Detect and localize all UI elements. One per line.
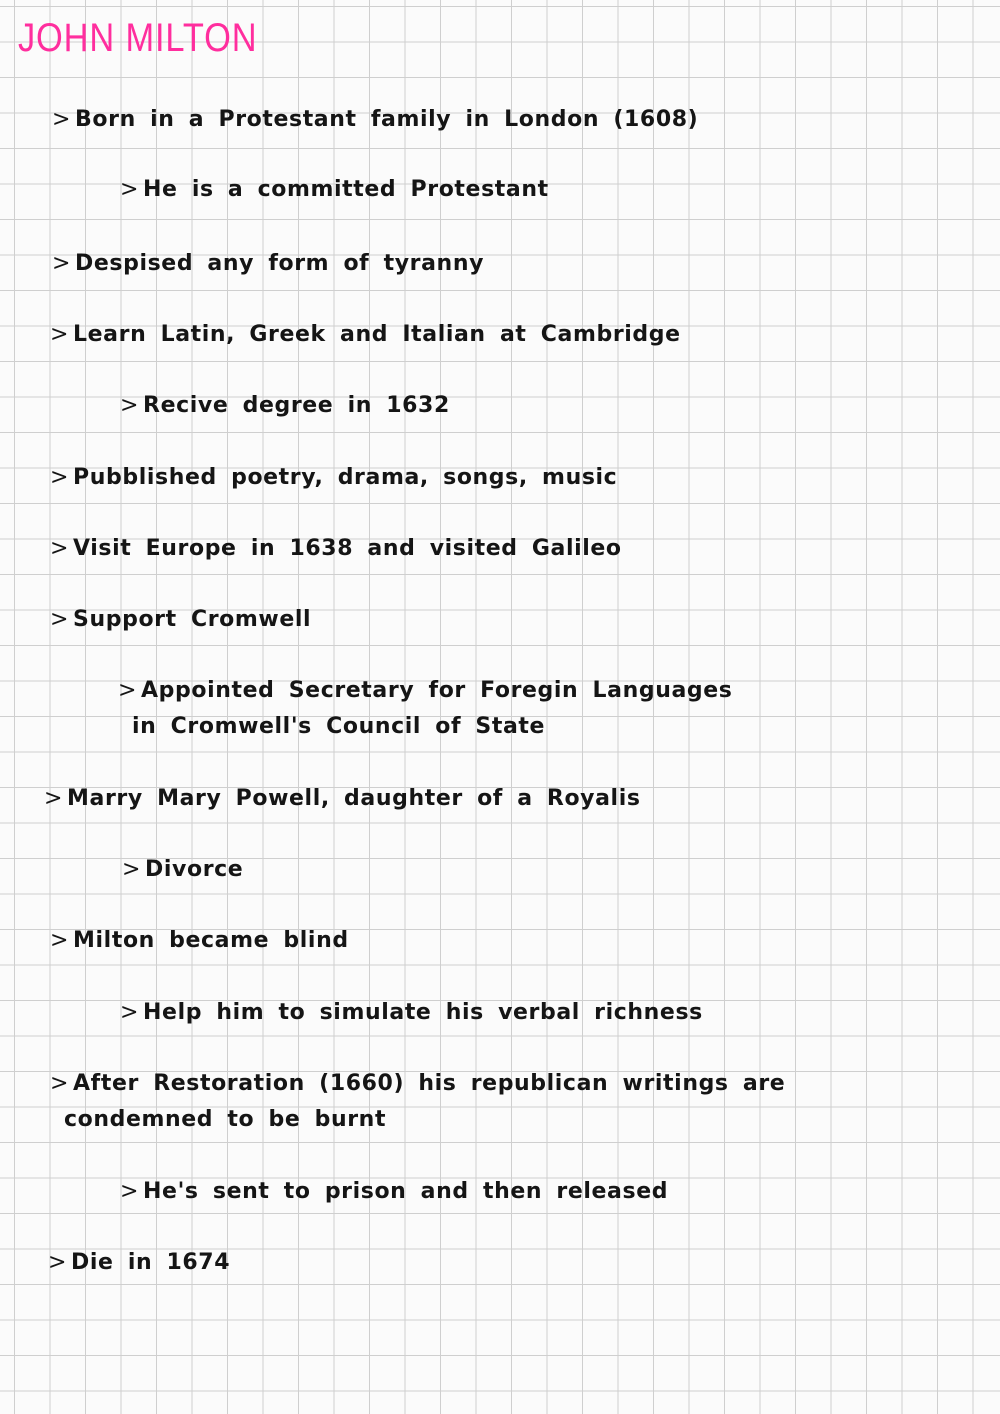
note-text: Milton became blind <box>73 928 349 953</box>
bullet-marker: > <box>120 1179 140 1204</box>
bullet-marker: > <box>50 1071 70 1096</box>
note-text-continued: condemned to be burnt <box>64 1107 387 1132</box>
bullet-marker: > <box>118 678 138 703</box>
note-marry <box>44 781 641 817</box>
note-appointed-secretary <box>118 673 733 745</box>
note-text: Pubblished poetry, drama, songs, music <box>73 465 618 490</box>
note-text: He's sent to prison and then released <box>143 1179 669 1204</box>
page-title: JOHN MILTON <box>18 16 258 60</box>
note-text: Help him to simulate his verbal richness <box>143 1000 703 1025</box>
bullet-marker: > <box>50 465 70 490</box>
bullet-marker: > <box>50 322 70 347</box>
bullet-marker: > <box>50 536 70 561</box>
note-prison <box>120 1174 668 1210</box>
bullet-marker: > <box>120 393 140 418</box>
bullet-marker: > <box>44 786 64 811</box>
bullet-marker: > <box>122 857 142 882</box>
bullet-marker: > <box>52 107 72 132</box>
note-committed-protestant <box>120 172 549 208</box>
note-languages-cambridge <box>50 317 681 353</box>
note-text: Divorce <box>145 857 244 882</box>
bullet-marker: > <box>48 1250 68 1275</box>
bullet-marker: > <box>52 251 72 276</box>
note-text: Marry Mary Powell, daughter of a Royalis <box>67 786 641 811</box>
note-text: Appointed Secretary for Foregin Languages <box>141 678 733 703</box>
note-text: Despised any form of tyranny <box>75 251 485 276</box>
bullet-marker: > <box>120 1000 140 1025</box>
note-text: After Restoration (1660) his republican writings are <box>73 1071 786 1096</box>
note-text: Born in a Protestant family in London (1608) <box>75 107 699 132</box>
note-text: Visit Europe in 1638 and visited Galileo <box>73 536 622 561</box>
note-visit-europe <box>50 531 622 567</box>
note-text: Die in 1674 <box>71 1250 231 1275</box>
note-support-cromwell <box>50 602 311 638</box>
note-restoration <box>50 1066 785 1138</box>
note-text: Recive degree in 1632 <box>143 393 450 418</box>
note-text: He is a committed Protestant <box>143 177 549 202</box>
note-death <box>48 1245 230 1281</box>
bullet-marker: > <box>50 928 70 953</box>
note-verbal-richness <box>120 995 703 1031</box>
bullet-marker: > <box>120 177 140 202</box>
bullet-marker: > <box>50 607 70 632</box>
note-text-continued: in Cromwell's Council of State <box>132 714 546 739</box>
note-tyranny <box>52 246 484 282</box>
note-degree <box>120 388 450 424</box>
note-text: Support Cromwell <box>73 607 312 632</box>
note-born <box>52 102 698 138</box>
note-text: Learn Latin, Greek and Italian at Cambridge <box>73 322 681 347</box>
note-published <box>50 460 617 496</box>
note-blind <box>50 923 349 959</box>
note-divorce <box>122 852 243 888</box>
